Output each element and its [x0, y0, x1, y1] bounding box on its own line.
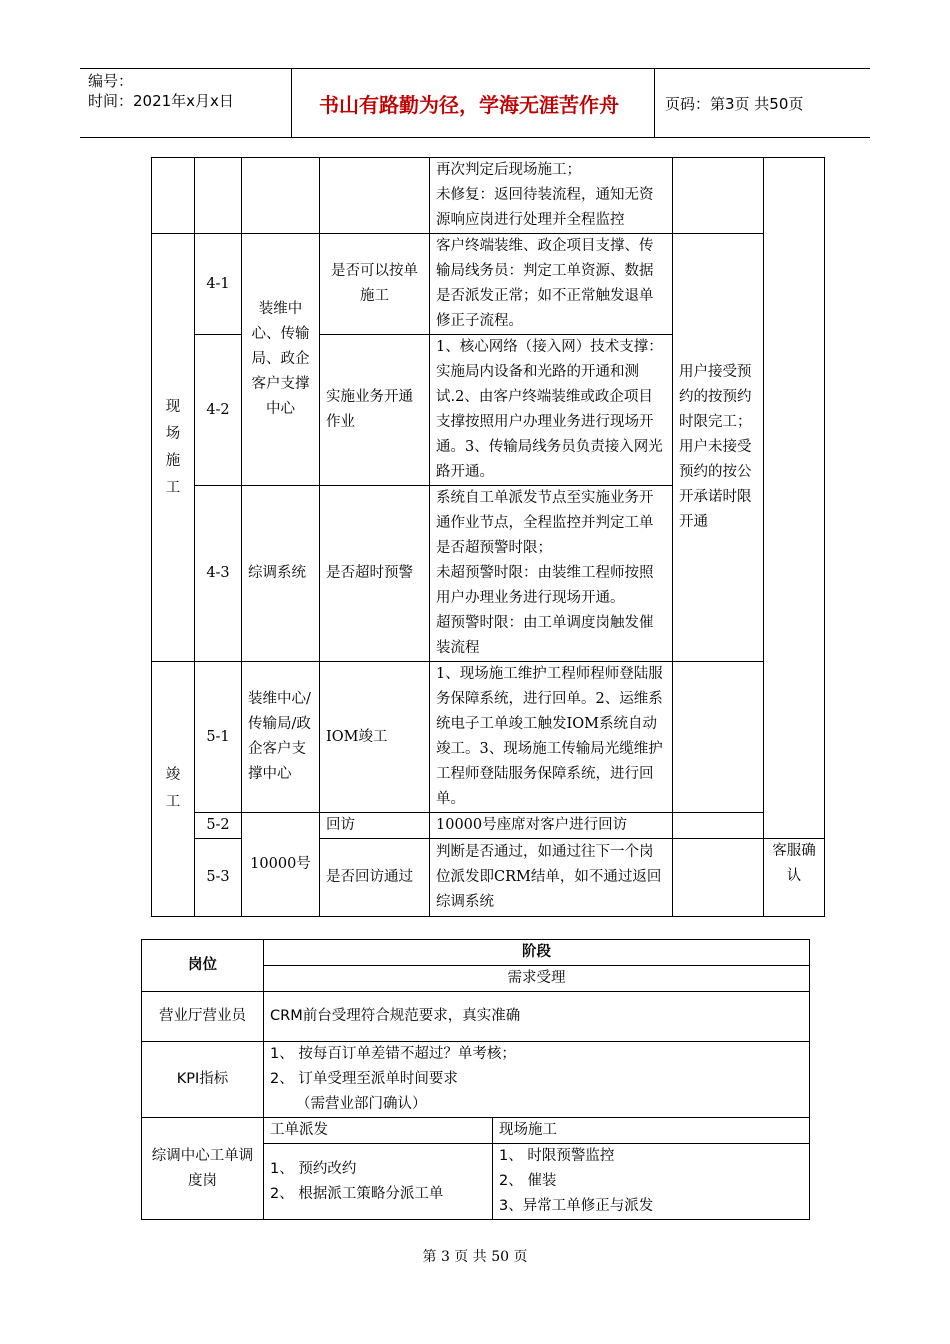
kpi-note: （需营业部门确认）	[296, 1096, 427, 1112]
step-desc: 系统自工单派发节点至实施业务开通作业节点，全程监控并判定工单是否超预警时限； 未超预警时限：由装维工程师按照用户办理业务进行现场开通。 超预警时限：由工单调度岗触发催装流程	[430, 486, 673, 662]
page-info: 页码：第3页 共50页	[665, 94, 804, 113]
cell-empty	[195, 158, 242, 234]
header-meta	[80, 69, 292, 137]
process-table	[151, 157, 825, 917]
step-no: 4-1	[195, 234, 242, 335]
step-no: 5-1	[195, 662, 242, 813]
motto: 书山有路勤为径，学海无涯苦作舟	[284, 69, 655, 137]
stage-accept: 需求受理	[264, 966, 810, 992]
cell-empty	[242, 158, 320, 234]
cell-empty	[764, 158, 825, 839]
step-item: 是否可以按单施工	[320, 234, 430, 335]
onsite-item: 3、异常工单修正与派发	[499, 1198, 654, 1214]
kpi-item: 2、 订单受理至派单时间要求	[270, 1071, 458, 1087]
step-no: 4-2	[195, 335, 242, 486]
section-complete: 竣工	[152, 662, 195, 917]
step-dept: 综调系统	[242, 486, 320, 662]
step-desc: 判断是否通过，如通过往下一个岗位派发即CRM结单，如不通过返回综调系统	[430, 839, 673, 917]
post-dispatch: 综调中心工单调度岗	[142, 1118, 264, 1220]
step-dept: 装维中心/传输局/政企客户支撑中心	[242, 662, 320, 813]
page-header	[80, 68, 870, 138]
number-label: 编号：	[88, 72, 134, 90]
post-kpi: KPI指标	[142, 1042, 264, 1118]
step-item: 是否回访通过	[320, 839, 430, 917]
step-dept: 装维中心、传输局、政企客户支撑中心	[242, 234, 320, 486]
date-line: 时间：2021年x月x日	[88, 92, 234, 110]
step-no: 5-2	[195, 813, 242, 839]
section-onsite: 现场施工	[152, 234, 195, 662]
step-item: 是否超时预警	[320, 486, 430, 662]
header-onsite: 现场施工	[493, 1118, 810, 1144]
cell-empty	[673, 662, 764, 813]
kpi-item: 1、 按每百订单差错不超过？单考核；	[270, 1046, 516, 1062]
step-desc: 10000号座席对客户进行回访	[430, 813, 673, 839]
clerk-requirement: CRM前台受理符合规范要求，真实准确	[264, 992, 810, 1042]
service-confirm: 客服确认	[764, 839, 825, 917]
cell-empty	[152, 158, 195, 234]
cell-empty	[673, 158, 764, 234]
dispatch-item: 2、 根据派工策略分派工单	[270, 1185, 444, 1202]
cell-empty	[673, 839, 764, 917]
step-desc: 1、现场施工维护工程师程师登陆服务保障系统，进行回单。2、运维系统电子工单竣工触发IOM系统自动竣工。3、现场施工传输局光缆维护工程师登陆服务保障系统，进行回单。	[430, 662, 673, 813]
step-desc-prev: 再次判定后现场施工； 未修复：返回待装流程，通知无资源响应岗进行处理并全程监控	[430, 158, 673, 234]
step-desc: 客户终端装维、政企项目支撑、传输局线务员：判定工单资源、数据是否派发正常；如不正常触发退单修正子流程。	[430, 234, 673, 335]
time-limit: 用户接受预约的按预约时限完工；用户未接受预约的按公开承诺时限开通	[673, 234, 764, 662]
step-item: 实施业务开通作业	[320, 335, 430, 486]
step-no: 4-3	[195, 486, 242, 662]
kpi-items	[264, 1042, 810, 1118]
col-stage: 阶段	[264, 940, 810, 966]
page-footer: 第 3 页 共 50 页	[422, 1249, 528, 1265]
onsite-item: 2、 催装	[499, 1173, 557, 1189]
cell-empty	[673, 813, 764, 839]
onsite-item: 1、 时限预警监控	[499, 1148, 615, 1164]
header-dispatch: 工单派发	[264, 1118, 493, 1144]
step-dept: 10000号	[242, 813, 320, 917]
dispatch-items	[264, 1144, 493, 1220]
onsite-items	[493, 1144, 810, 1220]
post-clerk: 营业厅营业员	[142, 992, 264, 1042]
dispatch-item: 1、 预约改约	[270, 1160, 357, 1177]
step-item: IOM竣工	[320, 662, 430, 813]
step-item: 回访	[320, 813, 430, 839]
cell-empty	[320, 158, 430, 234]
kpi-table	[141, 939, 810, 1220]
col-post: 岗位	[142, 940, 264, 992]
step-desc: 1、核心网络（接入网）技术支撑：实施局内设备和光路的开通和测试.2、由客户终端装维或政企项目支撑按照用户办理业务进行现场开通。3、传输局线务员负责接入网光路开通。	[430, 335, 673, 486]
step-no: 5-3	[195, 839, 242, 917]
